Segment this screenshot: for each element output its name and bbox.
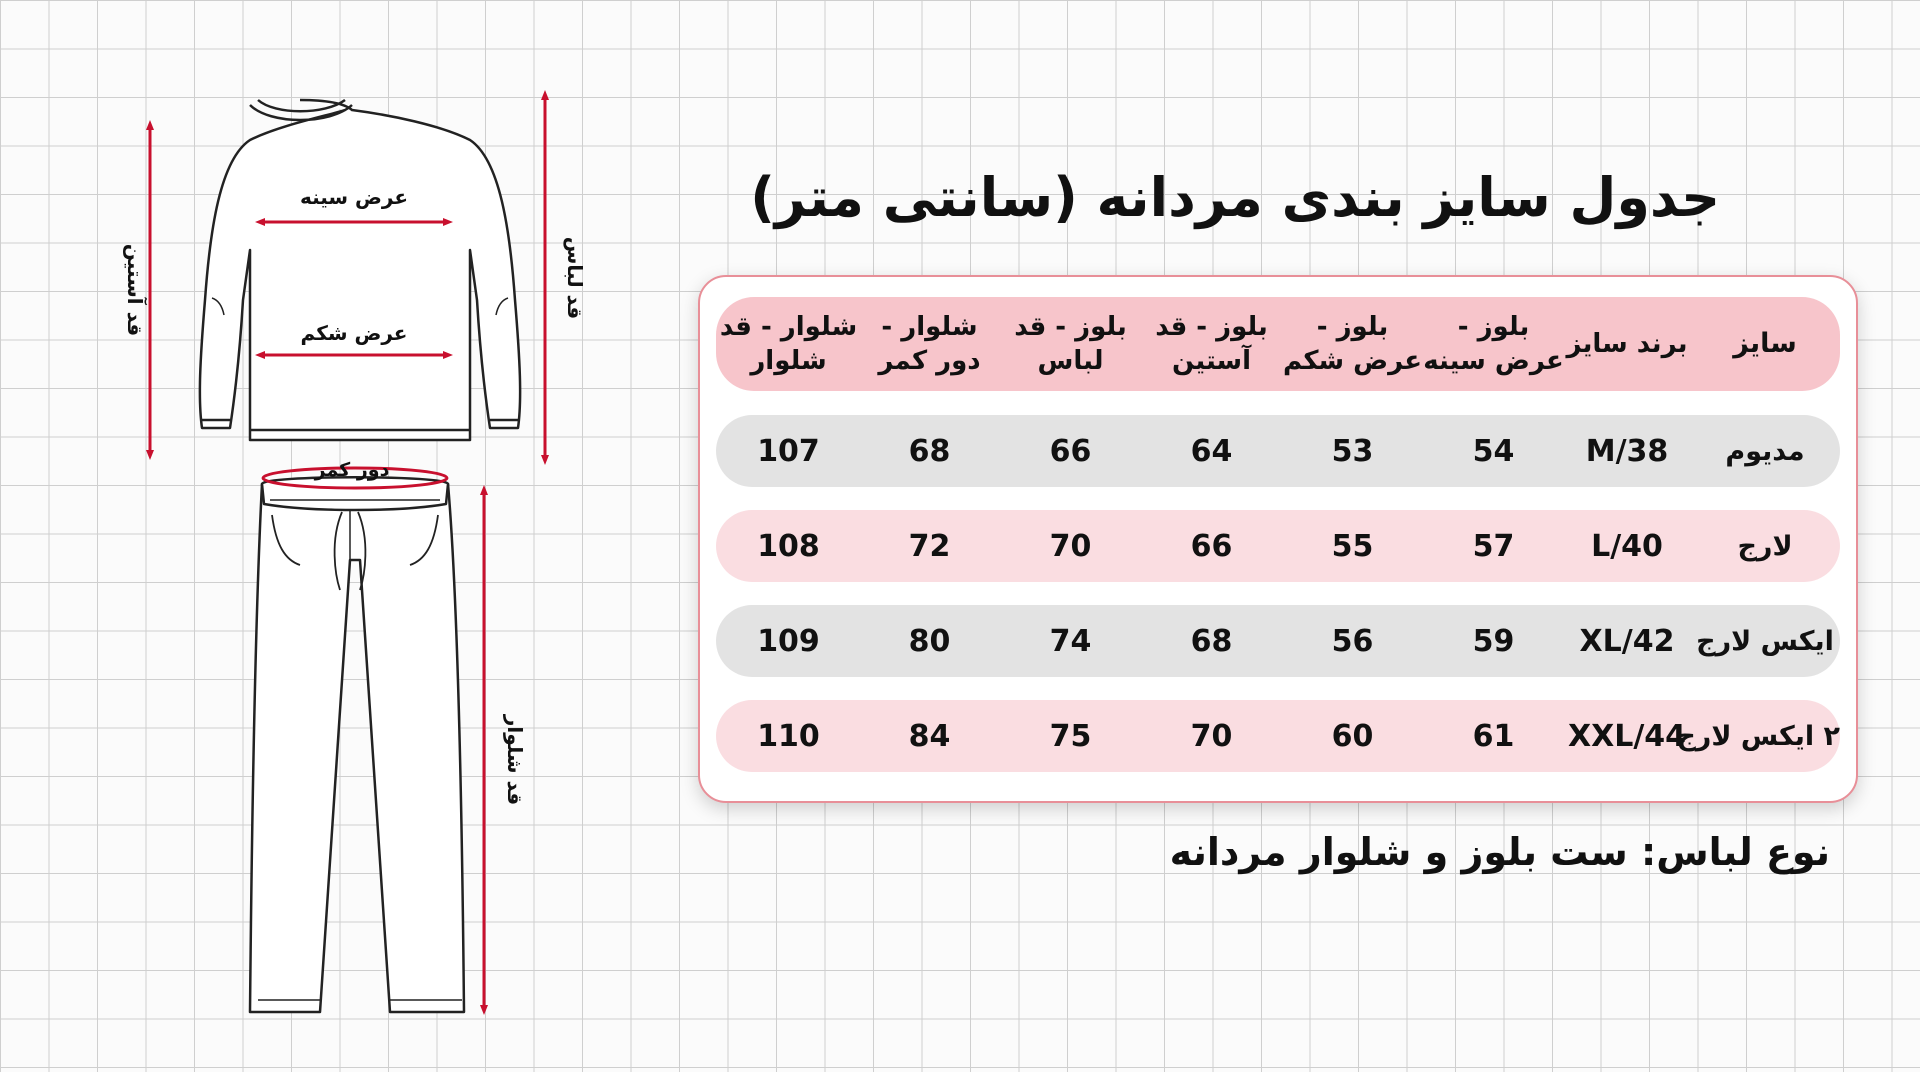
table-cell: 66: [1049, 433, 1092, 469]
table-cell: M/38: [1585, 433, 1669, 469]
table-row: [716, 510, 1840, 582]
table-cell: 68: [908, 433, 951, 469]
sleeve-length-label: قد آستین: [123, 243, 147, 337]
pants-drawing: [250, 477, 464, 1012]
garment-length-label: قد لباس: [563, 236, 587, 320]
table-cell: ۲ ایکس لارج: [1676, 720, 1840, 752]
garment-illustration: [0, 0, 620, 1072]
table-row: [716, 415, 1840, 487]
table-cell: 61: [1472, 718, 1515, 754]
table-cell: 57: [1472, 528, 1515, 564]
table-cell: 55: [1331, 528, 1374, 564]
table-cell: 60: [1331, 718, 1374, 754]
garment-type-caption: نوع لباس: ست بلوز و شلوار مردانه: [1169, 830, 1830, 874]
table-cell: 54: [1472, 433, 1515, 469]
table-cell: 53: [1331, 433, 1374, 469]
header-cell: بلوز - عرض سینه: [1423, 312, 1564, 376]
header-cell: بلوز - عرض شکم: [1282, 312, 1423, 376]
size-table: [698, 275, 1858, 803]
table-cell: 72: [908, 528, 951, 564]
pants-length-label: قد شلوار: [503, 714, 527, 806]
table-cell: 110: [757, 718, 820, 754]
header-cell: بلوز - قد لباس: [1014, 312, 1127, 376]
header-cell: سایز: [1733, 328, 1797, 359]
table-cell: مدیوم: [1725, 435, 1805, 467]
table-cell: 70: [1190, 718, 1233, 754]
table-cell: 107: [757, 433, 820, 469]
table-row: [716, 700, 1840, 772]
waist-circ-label: دور کمر: [314, 459, 390, 481]
chest-label: عرض سینه: [299, 185, 409, 209]
table-cell: 64: [1190, 433, 1233, 469]
header-cell: بلوز - قد آستین: [1155, 312, 1268, 376]
table-header-row: [716, 297, 1840, 391]
waist-width-label: عرض شکم: [300, 321, 408, 345]
table-cell: 56: [1331, 623, 1374, 659]
table-cell: XL/42: [1579, 623, 1675, 659]
table-cell: 109: [757, 623, 820, 659]
sweatshirt-drawing: [200, 100, 520, 440]
table-cell: L/40: [1591, 528, 1663, 564]
table-cell: 70: [1049, 528, 1092, 564]
table-cell: 66: [1190, 528, 1233, 564]
table-cell: 68: [1190, 623, 1233, 659]
table-cell: لارج: [1737, 530, 1793, 562]
table-cell: 108: [757, 528, 820, 564]
table-cell: 59: [1472, 623, 1515, 659]
header-cell: برند سایز: [1566, 329, 1688, 359]
table-cell: 84: [908, 718, 951, 754]
table-row: [716, 605, 1840, 677]
table-cell: 75: [1049, 718, 1092, 754]
header-cell: شلوار - دور کمر: [878, 312, 981, 376]
table-cell: ایکس لارج: [1696, 625, 1834, 657]
table-cell: XXL/44: [1567, 718, 1687, 754]
table-cell: 80: [908, 623, 951, 659]
header-cell: شلوار - قد شلوار: [719, 312, 858, 376]
table-cell: 74: [1049, 623, 1092, 659]
page-title: جدول سایز بندی مردانه (سانتی متر): [750, 166, 1720, 229]
